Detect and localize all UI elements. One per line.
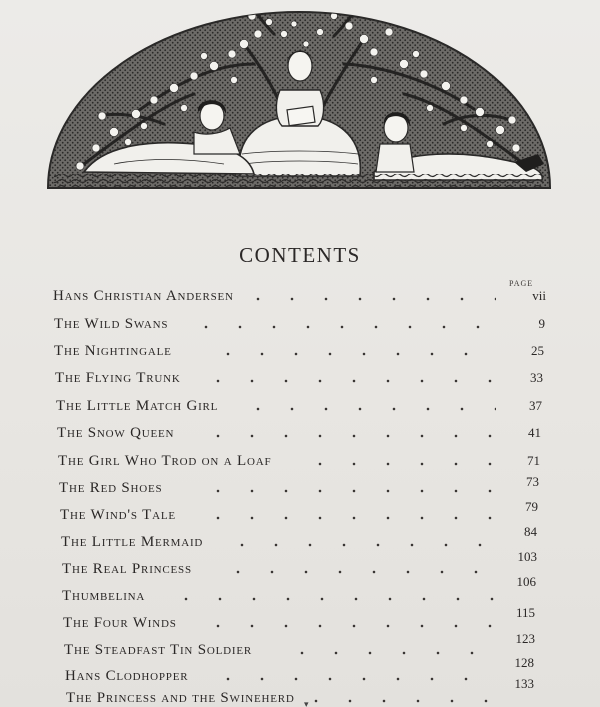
toc-entry-page: 79 [525,499,538,514]
toc-entry[interactable] [0,316,600,340]
dot-leader [216,512,496,524]
toc-entry-page: 33 [530,370,543,385]
toc-entry-title: The Wild Swans [54,316,169,332]
toc-entry-page: 37 [529,398,542,413]
toc-entry-page: 41 [528,425,541,440]
toc-entry-title: The Little Mermaid [61,534,204,550]
toc-entry-page: 128 [514,655,534,670]
toc-entry-page: 9 [538,316,545,331]
toc-entry[interactable] [0,398,600,422]
dot-leader [318,458,496,470]
toc-entry[interactable] [0,370,600,394]
page-column-label: PAGE [509,279,534,288]
toc-entry-page: 133 [514,676,534,691]
toc-entry-page: 106 [516,574,536,589]
dot-leader [314,695,496,707]
toc-entry-title: The Real Princess [62,561,192,577]
toc-entry-page: vii [532,288,546,303]
dot-leader [236,566,496,578]
signature-mark: ▾ [304,699,309,707]
toc-entry-title: The Snow Queen [57,425,175,441]
dot-leader [216,620,496,632]
toc-entry-title: The Flying Trunk [55,370,181,386]
toc-entry[interactable] [0,288,600,312]
toc-entry-page: 71 [527,453,540,468]
toc-entry-title: Hans Christian Andersen [53,288,234,304]
header-illustration [44,4,554,200]
toc-entry-page: 73 [526,474,539,489]
toc-entry-title: The Princess and the Swineherd [66,690,295,706]
dot-leader [216,430,496,442]
toc-entry-page: 115 [515,605,535,620]
toc-entry-title: The Wind's Tale [60,507,176,523]
toc-entry-title: The Nightingale [54,343,172,359]
grass-ground [48,174,550,188]
toc-entry-title: Hans Clodhopper [65,668,189,684]
dot-leader [240,539,496,551]
dot-leader [216,375,496,387]
dot-leader [184,593,496,605]
dot-leader [256,403,496,415]
dot-leader [226,673,496,685]
dot-leader [256,293,496,305]
toc-entry-page: 123 [515,631,535,646]
toc-entry-title: The Girl Who Trod on a Loaf [58,453,272,469]
toc-entry-title: Thumbelina [62,588,146,604]
toc-entry-title: The Little Match Girl [56,398,219,414]
toc-entry[interactable] [0,343,600,367]
dot-leader [204,321,496,333]
dot-leader [216,485,496,497]
toc-entry-page: 84 [524,524,537,539]
toc-entry[interactable] [0,425,600,449]
contents-heading: CONTENTS [239,243,361,267]
toc-entry-page: 103 [517,549,537,564]
toc-entry-title: The Four Winds [63,615,177,631]
dot-leader [300,647,496,659]
toc-entry-title: The Steadfast Tin Soldier [64,642,252,658]
toc-entry-title: The Red Shoes [59,480,163,496]
toc-entry-page: 25 [531,343,544,358]
dot-leader [226,348,496,360]
